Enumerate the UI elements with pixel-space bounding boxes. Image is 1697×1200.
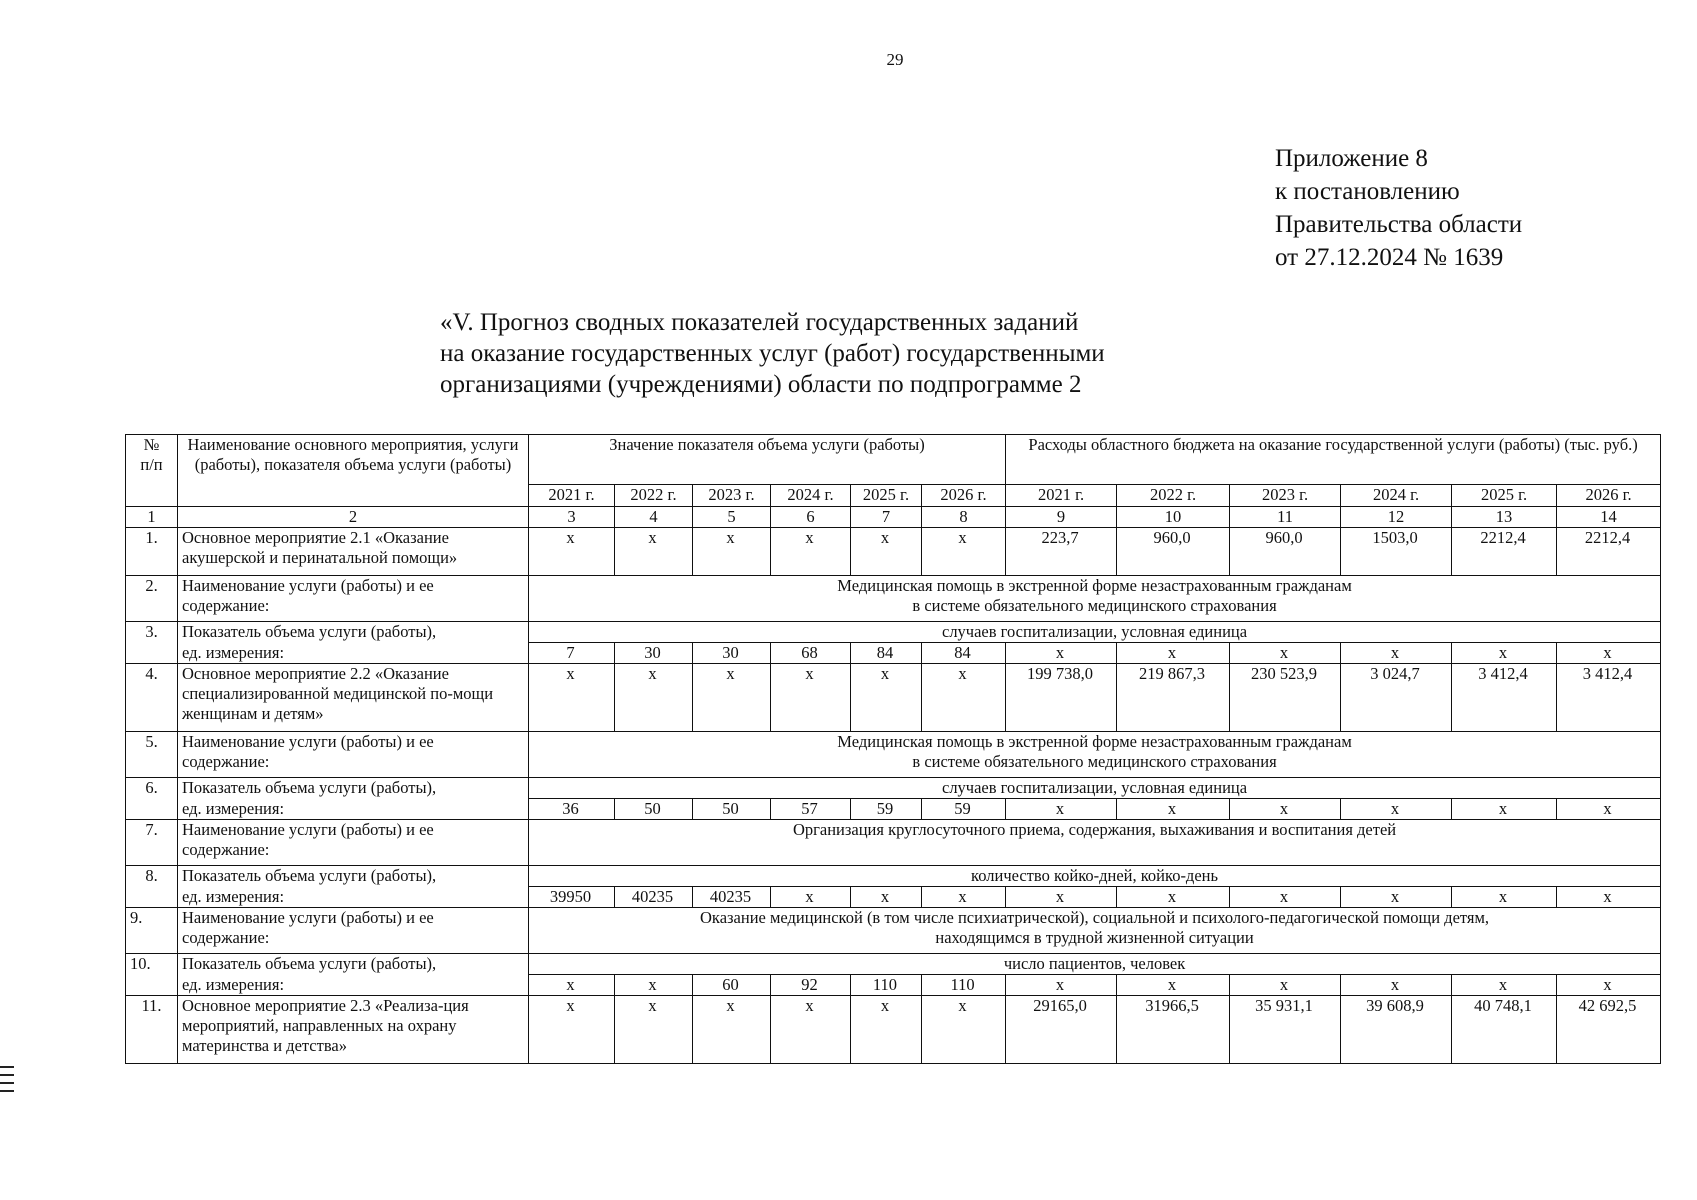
cell-value: х bbox=[851, 528, 922, 576]
cell-value: х bbox=[1557, 799, 1661, 820]
row-number: 6. bbox=[126, 778, 178, 820]
cell-value: х bbox=[851, 664, 922, 732]
cell-value: х bbox=[1006, 799, 1117, 820]
cell-value: 35 931,1 bbox=[1230, 996, 1341, 1064]
cell-value: 40235 bbox=[615, 887, 693, 908]
cell-value: х bbox=[1341, 799, 1452, 820]
table-row bbox=[126, 866, 1661, 887]
col-number: 13 bbox=[1452, 507, 1557, 528]
service-text-line-2: находящимся в трудной жизненной ситуации bbox=[935, 928, 1254, 947]
unit-of-measure: количество койко-дней, койко-день bbox=[529, 866, 1661, 887]
title-line-1: «V. Прогноз сводных показателей государственных заданий bbox=[440, 309, 1079, 336]
cell-value: х bbox=[1557, 887, 1661, 908]
row-name: Показатель объема услуги (работы), bbox=[178, 622, 529, 643]
cell-value: х bbox=[1452, 643, 1557, 664]
header-year: 2024 г. bbox=[771, 485, 851, 507]
cell-value: х bbox=[1557, 975, 1661, 996]
cell-value: 960,0 bbox=[1117, 528, 1230, 576]
cell-value: 92 bbox=[771, 975, 851, 996]
appendix-line-4: от 27.12.2024 № 1639 bbox=[1275, 244, 1504, 271]
table-row bbox=[126, 820, 1661, 866]
cell-value: 3 412,4 bbox=[1452, 664, 1557, 732]
cell-value: х bbox=[922, 664, 1006, 732]
service-text-line-2: в системе обязательного медицинского страхования bbox=[912, 596, 1277, 615]
table-row bbox=[126, 664, 1661, 732]
row-name-unit: ед. измерения: bbox=[178, 799, 529, 820]
cell-value: 29165,0 bbox=[1006, 996, 1117, 1064]
cell-value: 50 bbox=[693, 799, 771, 820]
cell-value: 223,7 bbox=[1006, 528, 1117, 576]
cell-value: 39950 bbox=[529, 887, 615, 908]
cell-value: 39 608,9 bbox=[1341, 996, 1452, 1064]
row-name-unit: ед. измерения: bbox=[178, 975, 529, 996]
cell-value: х bbox=[1006, 975, 1117, 996]
cell-value: х bbox=[1341, 887, 1452, 908]
table-row bbox=[126, 528, 1661, 576]
service-text-line-1: Организация круглосуточного приема, содержания, выхаживания и воспитания детей bbox=[792, 820, 1397, 839]
header-year: 2023 г. bbox=[693, 485, 771, 507]
cell-value: х bbox=[1117, 975, 1230, 996]
table-row bbox=[126, 643, 1661, 664]
header-year: 2026 г. bbox=[922, 485, 1006, 507]
cell-value: х bbox=[1117, 643, 1230, 664]
cell-value: 84 bbox=[922, 643, 1006, 664]
row-name: Основное мероприятие 2.3 «Реализа-ция мероприятий, направленных на охрану материнства и детства» bbox=[178, 996, 529, 1064]
header-year: 2023 г. bbox=[1230, 485, 1341, 507]
row-number: 5. bbox=[126, 732, 178, 778]
header-year: 2021 г. bbox=[1006, 485, 1117, 507]
header-year: 2022 г. bbox=[615, 485, 693, 507]
cell-value: х bbox=[529, 528, 615, 576]
col-number: 7 bbox=[851, 507, 922, 528]
service-text-line-1: Медицинская помощь в экстренной форме незастрахованным гражданам bbox=[837, 576, 1352, 595]
cell-value: 960,0 bbox=[1230, 528, 1341, 576]
cell-value: х bbox=[615, 528, 693, 576]
margin-mark bbox=[0, 1082, 14, 1084]
cell-value: 36 bbox=[529, 799, 615, 820]
row-name: Наименование услуги (работы) и ее содержание: bbox=[178, 732, 529, 778]
header-num: № п/п bbox=[126, 435, 178, 507]
cell-value: 68 bbox=[771, 643, 851, 664]
cell-value: х bbox=[922, 887, 1006, 908]
row-number: 3. bbox=[126, 622, 178, 664]
table-row bbox=[126, 996, 1661, 1064]
cell-value: 110 bbox=[922, 975, 1006, 996]
cell-value: 3 024,7 bbox=[1341, 664, 1452, 732]
cell-value: х bbox=[1117, 799, 1230, 820]
cell-value: х bbox=[1341, 643, 1452, 664]
row-number: 11. bbox=[126, 996, 178, 1064]
col-number: 14 bbox=[1557, 507, 1661, 528]
cell-value: х bbox=[1452, 975, 1557, 996]
cell-value: 60 bbox=[693, 975, 771, 996]
cell-value: х bbox=[771, 664, 851, 732]
row-name: Показатель объема услуги (работы), bbox=[178, 954, 529, 975]
table-row bbox=[126, 799, 1661, 820]
appendix-line-3: Правительства области bbox=[1275, 211, 1523, 238]
cell-value: 1503,0 bbox=[1341, 528, 1452, 576]
cell-value: 2212,4 bbox=[1557, 528, 1661, 576]
cell-value: х bbox=[615, 996, 693, 1064]
cell-value: 40235 bbox=[693, 887, 771, 908]
cell-value: 110 bbox=[851, 975, 922, 996]
service-description bbox=[529, 576, 1661, 622]
col-number: 2 bbox=[178, 507, 529, 528]
section-title bbox=[440, 307, 1105, 400]
row-number: 9. bbox=[126, 908, 178, 954]
header-year: 2021 г. bbox=[529, 485, 615, 507]
col-number: 6 bbox=[771, 507, 851, 528]
header-year: 2026 г. bbox=[1557, 485, 1661, 507]
cell-value: х bbox=[1006, 643, 1117, 664]
col-number: 11 bbox=[1230, 507, 1341, 528]
header-expenses-group: Расходы областного бюджета на оказание государственной услуги (работы) (тыс. руб.) bbox=[1006, 435, 1661, 485]
table-row bbox=[126, 576, 1661, 622]
appendix-line-1: Приложение 8 bbox=[1275, 145, 1428, 172]
cell-value: х bbox=[1452, 887, 1557, 908]
cell-value: 219 867,3 bbox=[1117, 664, 1230, 732]
title-line-2: на оказание государственных услуг (работ) государственными bbox=[440, 340, 1105, 367]
cell-value: 3 412,4 bbox=[1557, 664, 1661, 732]
col-number: 9 bbox=[1006, 507, 1117, 528]
margin-mark bbox=[0, 1074, 14, 1076]
cell-value: 2212,4 bbox=[1452, 528, 1557, 576]
appendix-block bbox=[1275, 142, 1522, 274]
service-description bbox=[529, 820, 1661, 866]
cell-value: 59 bbox=[922, 799, 1006, 820]
cell-value: х bbox=[1230, 887, 1341, 908]
row-name: Наименование услуги (работы) и ее содержание: bbox=[178, 820, 529, 866]
service-text-line-1: Медицинская помощь в экстренной форме незастрахованным гражданам bbox=[837, 732, 1352, 751]
col-number: 4 bbox=[615, 507, 693, 528]
row-name: Показатель объема услуги (работы), bbox=[178, 778, 529, 799]
row-number: 8. bbox=[126, 866, 178, 908]
col-number: 10 bbox=[1117, 507, 1230, 528]
row-name: Наименование услуги (работы) и ее содержание: bbox=[178, 908, 529, 954]
cell-value: 7 bbox=[529, 643, 615, 664]
page-number: 29 bbox=[886, 50, 904, 69]
cell-value: х bbox=[1557, 643, 1661, 664]
cell-value: 230 523,9 bbox=[1230, 664, 1341, 732]
cell-value: х bbox=[1230, 643, 1341, 664]
cell-value: х bbox=[1230, 975, 1341, 996]
cell-value: х bbox=[771, 887, 851, 908]
header-year: 2022 г. bbox=[1117, 485, 1230, 507]
table-row bbox=[126, 954, 1661, 975]
cell-value: 40 748,1 bbox=[1452, 996, 1557, 1064]
cell-value: х bbox=[922, 996, 1006, 1064]
cell-value: х bbox=[771, 528, 851, 576]
row-name-unit: ед. измерения: bbox=[178, 643, 529, 664]
unit-of-measure: случаев госпитализации, условная единица bbox=[529, 622, 1661, 643]
margin-mark bbox=[0, 1090, 14, 1092]
indicators-table bbox=[125, 434, 1661, 1064]
cell-value: 31966,5 bbox=[1117, 996, 1230, 1064]
cell-value: х bbox=[771, 996, 851, 1064]
cell-value: 57 bbox=[771, 799, 851, 820]
table-row bbox=[126, 908, 1661, 954]
row-number: 10. bbox=[126, 954, 178, 996]
cell-value: 59 bbox=[851, 799, 922, 820]
cell-value: х bbox=[529, 975, 615, 996]
cell-value: х bbox=[1341, 975, 1452, 996]
cell-value: х bbox=[693, 528, 771, 576]
service-text-line-2: в системе обязательного медицинского страхования bbox=[912, 752, 1277, 771]
table-row bbox=[126, 975, 1661, 996]
appendix-line-2: к постановлению bbox=[1275, 178, 1460, 205]
unit-of-measure: число пациентов, человек bbox=[529, 954, 1661, 975]
row-number: 2. bbox=[126, 576, 178, 622]
cell-value: х bbox=[1230, 799, 1341, 820]
cell-value: 30 bbox=[615, 643, 693, 664]
table-row bbox=[126, 887, 1661, 908]
row-name: Основное мероприятие 2.1 «Оказание акушерской и перинатальной помощи» bbox=[178, 528, 529, 576]
cell-value: 42 692,5 bbox=[1557, 996, 1661, 1064]
row-name: Показатель объема услуги (работы), bbox=[178, 866, 529, 887]
cell-value: х bbox=[693, 664, 771, 732]
cell-value: х bbox=[529, 664, 615, 732]
col-number: 3 bbox=[529, 507, 615, 528]
cell-value: 199 738,0 bbox=[1006, 664, 1117, 732]
cell-value: х bbox=[851, 996, 922, 1064]
margin-mark bbox=[0, 1066, 14, 1068]
row-number: 1. bbox=[126, 528, 178, 576]
header-name: Наименование основного мероприятия, услуги (работы), показателя объема услуги (работы) bbox=[178, 435, 529, 507]
unit-of-measure: случаев госпитализации, условная единица bbox=[529, 778, 1661, 799]
col-number: 1 bbox=[126, 507, 178, 528]
service-description bbox=[529, 908, 1661, 954]
cell-value: х bbox=[851, 887, 922, 908]
cell-value: 84 bbox=[851, 643, 922, 664]
col-number: 5 bbox=[693, 507, 771, 528]
header-values-group: Значение показателя объема услуги (работы) bbox=[529, 435, 1006, 485]
row-number: 7. bbox=[126, 820, 178, 866]
header-year: 2025 г. bbox=[851, 485, 922, 507]
cell-value: х bbox=[1452, 799, 1557, 820]
row-name: Наименование услуги (работы) и ее содержание: bbox=[178, 576, 529, 622]
cell-value: 30 bbox=[693, 643, 771, 664]
row-name: Основное мероприятие 2.2 «Оказание специализированной медицинской по-мощи женщинам и детям» bbox=[178, 664, 529, 732]
header-year: 2024 г. bbox=[1341, 485, 1452, 507]
col-number: 12 bbox=[1341, 507, 1452, 528]
row-name-unit: ед. измерения: bbox=[178, 887, 529, 908]
cell-value: х bbox=[922, 528, 1006, 576]
table-row bbox=[126, 622, 1661, 643]
cell-value: х bbox=[615, 664, 693, 732]
cell-value: х bbox=[1006, 887, 1117, 908]
table-row bbox=[126, 778, 1661, 799]
service-description bbox=[529, 732, 1661, 778]
cell-value: х bbox=[615, 975, 693, 996]
cell-value: 50 bbox=[615, 799, 693, 820]
service-text-line-1: Оказание медицинской (в том числе психиатрической), социальной и психолого-педагогической помощи детям, bbox=[700, 908, 1490, 927]
table-row bbox=[126, 732, 1661, 778]
cell-value: х bbox=[1117, 887, 1230, 908]
cell-value: х bbox=[529, 996, 615, 1064]
title-line-3: организациями (учреждениями) области по подпрограмме 2 bbox=[440, 371, 1082, 398]
cell-value: х bbox=[693, 996, 771, 1064]
row-number: 4. bbox=[126, 664, 178, 732]
col-number: 8 bbox=[922, 507, 1006, 528]
header-year: 2025 г. bbox=[1452, 485, 1557, 507]
